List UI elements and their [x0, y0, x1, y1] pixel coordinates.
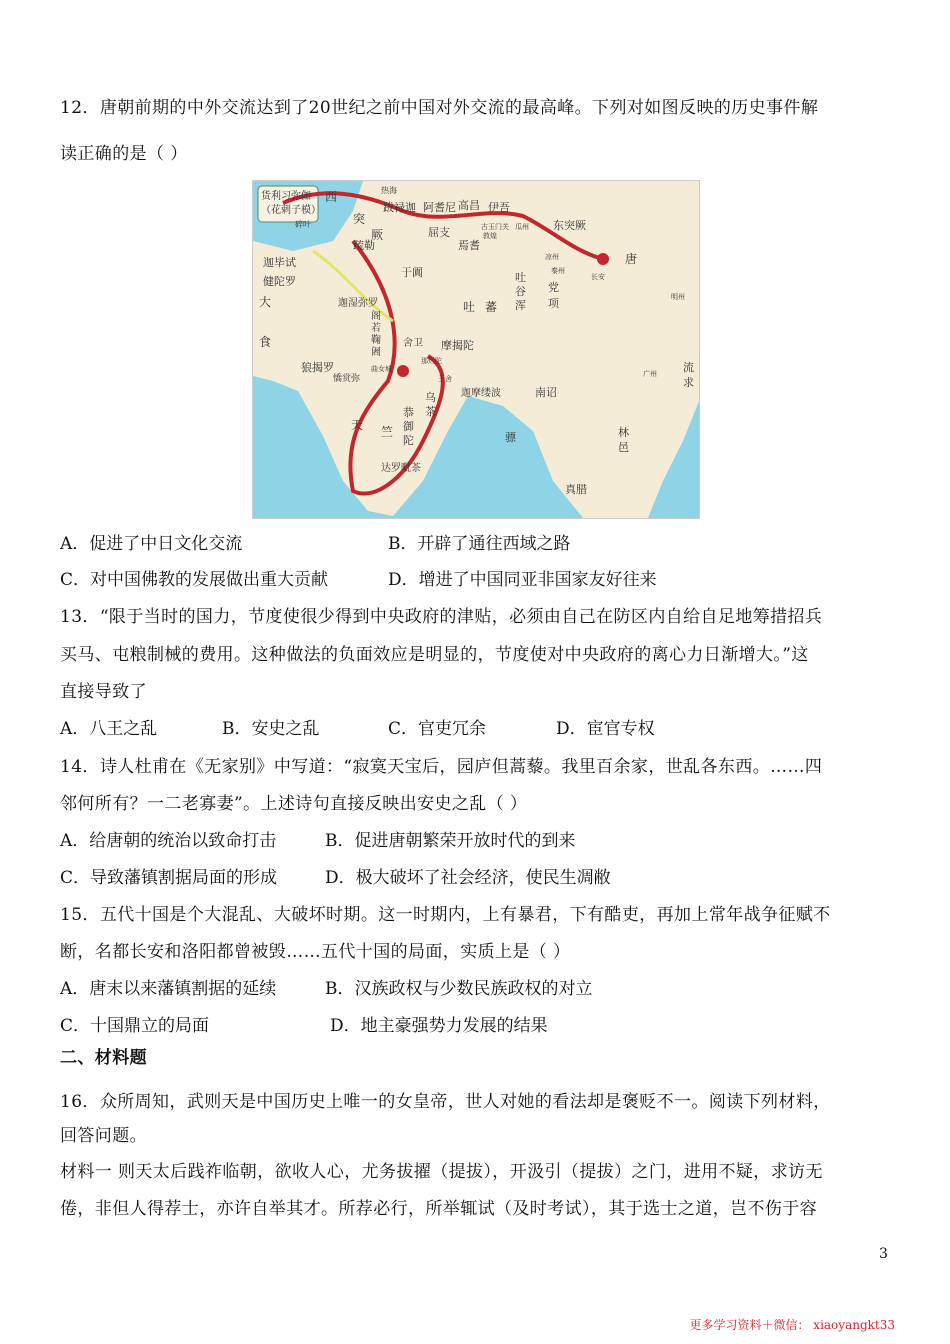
map-chang-an-marker	[597, 253, 609, 265]
q15-option-d: D．地主豪强势力发展的结果	[330, 1016, 548, 1036]
map-label: 邑	[618, 441, 629, 454]
map-label: 长安	[591, 273, 605, 281]
map-label: 古玉门关	[481, 223, 509, 231]
map-label: 跋禄迦	[383, 201, 416, 214]
q16-material1-line2: 倦，非但人得荐士，亦许自举其才。所荐必行，所举辄试（及时考试），其于选士之道，岂不伤于容	[60, 1199, 818, 1219]
map-label: 曲女城	[371, 365, 392, 373]
map-label: 西	[325, 190, 338, 204]
map-label: 食	[259, 335, 272, 349]
map-label: 货利习弥伽	[261, 191, 311, 202]
q15-stem-line2: 断，名都长安和洛阳都曾被毁……五代十国的局面，实质上是（ ）	[60, 942, 571, 962]
q12-stem-line2: 读正确的是（ ）	[60, 144, 188, 164]
map-label: 东突厥	[553, 219, 586, 232]
map-label: 骠	[505, 431, 516, 444]
map-label: 健陀罗	[263, 275, 296, 288]
footer-note: 更多学习资料＋微信： xiaoyangkt33	[689, 1318, 895, 1332]
map-label: 舍卫	[403, 338, 423, 349]
q14-stem-line2: 邻何所有？一二老寡妻”。上述诗句直接反映出安史之乱（ ）	[60, 794, 528, 814]
map-label: 突	[353, 212, 366, 226]
q13-option-d: D．宦官专权	[556, 719, 655, 739]
map-label: 阿耆尼	[423, 201, 456, 214]
map-label: 明州	[671, 293, 685, 301]
q13-stem-line1: 13．“限于当时的国力，节度使很少得到中央政府的津贴，必须由自己在防区内自给自足地筹措招兵	[60, 607, 823, 627]
q14-option-d: D．极大破坏了社会经济，使民生凋敝	[325, 868, 611, 888]
q16-stem-line1: 16．众所周知，武则天是中国历史上唯一的女皇帝，世人对她的看法却是褒贬不一。阅读下列材料，	[60, 1092, 831, 1112]
q13-option-c: C．官吏冗余	[388, 719, 487, 739]
map-label: 真腊	[565, 483, 587, 496]
map-label: 大	[259, 295, 272, 309]
map-label: 谷	[515, 285, 526, 298]
map-label: 憍赏弥	[333, 374, 361, 384]
q16-stem-line2: 回答问题。	[60, 1126, 147, 1146]
q13-option-a: A．八王之乱	[60, 719, 158, 739]
q15-option-b: B．汉族政权与少数民族政权的对立	[325, 979, 593, 999]
map-label: 厥	[371, 228, 384, 242]
q13-stem-line3: 直接导致了	[60, 682, 147, 702]
map-label: 凉州	[545, 253, 559, 261]
map-label: 若	[371, 323, 381, 334]
map-label: 伊吾	[488, 201, 510, 214]
map-label: 阁	[371, 311, 381, 322]
q13-option-b: B．安史之乱	[222, 719, 320, 739]
map-label: 鞠	[371, 335, 381, 346]
tang-exchange-map	[252, 180, 700, 519]
map-label: 蕃	[485, 300, 498, 314]
map-label: 于阗	[401, 266, 423, 279]
map-label: 焉耆	[458, 239, 480, 252]
map-label: （花剌子模）	[261, 205, 321, 216]
q12-stem-line1: 12．唐朝前期的中外交流达到了20世纪之前中国对外交流的最高峰。下列对如图反映的历史事件解	[60, 98, 819, 118]
q15-option-a: A．唐末以来藩镇割据的延续	[60, 979, 277, 999]
page-number: 3	[879, 1246, 888, 1262]
map-label: 乌	[425, 391, 436, 404]
map-label: 阇	[371, 347, 381, 358]
map-label: 热海	[381, 186, 397, 195]
map-label: 瓜州	[515, 223, 529, 231]
map-label: 林	[618, 426, 629, 439]
q14-stem-line1: 14．诗人杜甫在《无家别》中写道：“寂寞天宝后，园庐但蒿藜。我里百余家，世乱各东西。……四	[60, 757, 823, 777]
map-label: 疏勒	[353, 239, 375, 252]
map-label: 陀	[403, 434, 414, 447]
q15-option-c: C．十国鼎立的局面	[60, 1016, 210, 1036]
q13-stem-line2: 买马、屯粮制械的费用。这种做法的负面效应是明显的，节度使对中央政府的离心力日渐增大。”这	[60, 645, 809, 665]
q12-option-a: A．促进了中日文化交流	[60, 534, 243, 554]
map-label: 那烂陀	[421, 357, 442, 365]
map-label: 迦湿弥罗	[338, 298, 378, 309]
q12-option-d: D．增进了中国同亚非国家友好往来	[388, 570, 657, 590]
map-label: 碎叶	[295, 220, 311, 229]
section-heading: 二、材料题	[60, 1048, 147, 1068]
map-label: 吐	[463, 300, 476, 314]
map-label: 党	[548, 281, 559, 294]
q12-option-c: C．对中国佛教的发展做出重大贡献	[60, 570, 329, 590]
map-label: 项	[548, 297, 559, 310]
map-label: 恭	[403, 406, 414, 419]
map-label: 迦毕试	[263, 256, 296, 269]
map-label: 竺	[381, 425, 394, 439]
q14-option-c: C．导致藩镇割据局面的形成	[60, 868, 278, 888]
map-label: 达罗毗茶	[381, 463, 421, 474]
map-label: 王舍	[438, 375, 452, 383]
map-label: 茶	[425, 405, 436, 418]
map-label: 狼揭罗	[301, 361, 334, 374]
map-label: 秦州	[551, 267, 565, 275]
map-label: 敦煌	[483, 232, 497, 240]
map-label: 天	[351, 418, 364, 432]
map-nalanda-marker	[397, 365, 409, 377]
q16-material1-line1: 材料一 则天太后践祚临朝，欲收人心，尤务拔擢（提拔），开汲引（提拔）之门，进用不疑，求访无	[60, 1162, 823, 1182]
map-label: 高昌	[458, 199, 480, 212]
map-label: 御	[403, 420, 414, 433]
map-label: 唐	[625, 252, 638, 266]
map-label: 吐	[515, 271, 526, 284]
q15-stem-line1: 15．五代十国是个大混乱、大破坏时期。这一时期内，上有暴君，下有酷吏，再加上常年战争征赋不	[60, 905, 831, 925]
map-label: 求	[683, 376, 694, 389]
map-label: 南诏	[535, 386, 557, 399]
map-label: 摩揭陀	[441, 339, 474, 352]
q14-option-a: A．给唐朝的统治以致命打击	[60, 831, 277, 851]
q12-option-b: B．开辟了通往西域之路	[388, 534, 571, 554]
map-label: 迦摩缕波	[461, 388, 501, 399]
map-label: 浑	[515, 299, 526, 312]
map-label: 屈支	[428, 226, 450, 239]
map-label: 流	[683, 361, 694, 374]
q14-option-b: B．促进唐朝繁荣开放时代的到来	[325, 831, 576, 851]
map-label: 广州	[643, 370, 657, 378]
